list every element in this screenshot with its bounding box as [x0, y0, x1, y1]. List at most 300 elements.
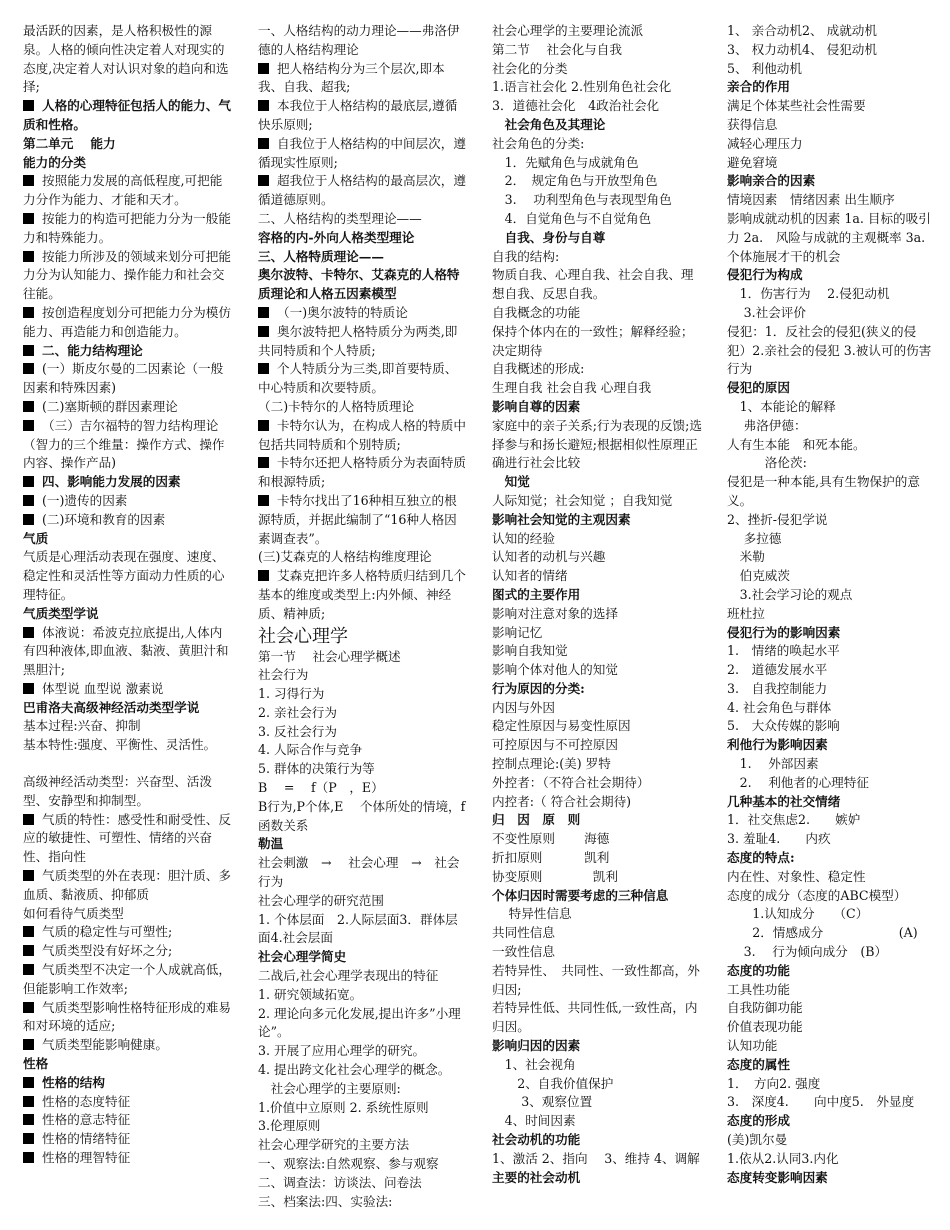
line-text: (二)塞斯顿的群因素理论 [42, 398, 178, 414]
text-line [492, 379, 702, 398]
line-text: 按照能力发展的高低程度,可把能力分作为能力、才能和天才。 [23, 173, 223, 208]
line-text: 影响自尊的因素 [492, 398, 581, 414]
text-line [23, 961, 233, 999]
text-line [492, 567, 702, 586]
line-text: 3. 行为倾向成分 (B） [727, 944, 888, 960]
text-line [492, 191, 702, 210]
line-text: 卡特尔认为，在构成人格的特质中包括共同特质和个别特质; [258, 417, 466, 452]
text-line [23, 304, 233, 342]
text-line [492, 811, 702, 830]
line-text: 社会行为 [258, 667, 309, 683]
line-text: 3.社会评价 [727, 304, 806, 320]
text-line [727, 548, 932, 567]
text-line [492, 1150, 702, 1169]
line-text: 第二节 社会化与自我 [492, 41, 622, 57]
text-line [492, 530, 702, 549]
line-text: 几种基本的社交情绪 [727, 793, 841, 809]
bullet-square-icon [23, 175, 34, 186]
line-text: B = f（P ，E） [258, 780, 384, 796]
column-3 [492, 22, 702, 1187]
text-line [727, 624, 932, 643]
bullet-square-icon [258, 457, 269, 468]
line-text: 2、挫折-侵犯学说 [727, 511, 828, 527]
text-line [258, 986, 468, 1005]
line-text: 二战后,社会心理学表现出的特征 [258, 968, 439, 984]
line-text: 3. 深度4. 向中度5. 外显度 [727, 1094, 915, 1110]
text-line [727, 454, 932, 473]
bullet-square-icon [258, 326, 269, 337]
bullet-square-icon [23, 870, 34, 881]
text-line [492, 266, 702, 304]
line-text: 侵犯的原因 [727, 380, 790, 396]
text-line [258, 492, 468, 548]
line-text: 2． 规定角色与开放型角色 [492, 173, 658, 189]
text-line [727, 699, 932, 718]
line-text: 3. 羞耻4. 内疚 [727, 831, 831, 847]
bullet-square-icon [23, 476, 34, 487]
line-text: 5、 利他动机 [727, 60, 802, 76]
line-text: 减轻心理压力 [727, 135, 803, 151]
text-line [492, 849, 702, 868]
text-line [258, 911, 468, 949]
text-line [492, 586, 702, 605]
line-text: 归 因 原 则 [492, 812, 581, 828]
text-line [727, 830, 932, 849]
line-text: 社会动机的功能 [492, 1132, 581, 1148]
bullet-square-icon [23, 1114, 34, 1125]
line-text: 性格的理智特征 [42, 1150, 131, 1166]
line-text: 家庭中的亲子关系;行为表现的反馈;选择参与和扬长避短;根据相似性原理正确进行社会比较 [492, 417, 702, 471]
text-line [492, 962, 702, 1000]
line-text: 超我位于人格结构的最高层次，遵循道德原则。 [258, 173, 466, 208]
line-text: 1、社会视角 [492, 1056, 576, 1072]
text-line [23, 473, 233, 492]
line-text: 个人特质分为三类,即首要特质、中心特质和次要特质。 [258, 361, 458, 396]
line-text: 知觉 [492, 474, 530, 490]
text-line [23, 717, 233, 736]
line-text: 3.伦理原则 [258, 1118, 321, 1134]
line-text: 影响对注意对象的选择 [492, 605, 618, 621]
text-line [492, 473, 702, 492]
line-text: 社会心理学的研究范围 [258, 892, 384, 908]
line-text: 认知功能 [727, 1038, 778, 1054]
text-line [727, 905, 932, 924]
line-text: 气质类型没有好坏之分; [42, 943, 173, 959]
line-text: 按能力的构造可把能力分为一般能力和特殊能力。 [23, 210, 231, 245]
line-text: 社会化的分类 [492, 60, 568, 76]
text-line [727, 379, 932, 398]
line-text: 性格的意志特征 [42, 1112, 131, 1128]
line-text: 一致性信息 [492, 944, 555, 960]
line-text: 自我概念的功能 [492, 304, 581, 320]
line-text: 气质是心理活动表现在强度、速度、稳定性和灵活性等方面动力性质的心理特征。 [23, 549, 225, 602]
text-line [258, 323, 468, 361]
line-text: 认知者的情绪 [492, 568, 568, 584]
text-line [23, 210, 233, 248]
line-text: 气质类型的外在表现：胆汁质、多血质、黏液质、抑郁质 [23, 868, 231, 902]
line-text: 多拉德 [727, 530, 782, 546]
text-line [727, 60, 932, 79]
text-line [492, 172, 702, 191]
line-text: 二、人格结构的类型理论—— [258, 210, 422, 226]
text-line [258, 22, 468, 60]
text-line [727, 1093, 932, 1112]
text-line [258, 779, 468, 798]
text-line [258, 172, 468, 210]
bullet-square-icon [23, 627, 34, 638]
text-line [258, 398, 468, 417]
column-4 [727, 22, 938, 1187]
line-text: 满足个体某些社会性需要 [727, 98, 866, 114]
bullet-square-icon [23, 345, 34, 356]
bullet-square-icon [23, 683, 34, 694]
line-text: 保持个体内在的一致性；解释经验；决定期待 [492, 323, 694, 358]
line-text: 3、 权力动机4、 侵犯动机 [727, 41, 877, 57]
line-text: 1.语言社会化 2.性别角色社会化 [492, 79, 672, 95]
text-line [258, 1005, 468, 1043]
line-text: 性格的情绪特征 [42, 1131, 131, 1147]
text-line [492, 1056, 702, 1075]
text-line [23, 398, 233, 417]
text-line [492, 887, 702, 906]
text-line [492, 304, 702, 323]
line-text: 1. 情绪的唤起水平 [727, 643, 840, 659]
line-text: (一）斯皮尔曼的二因素论（一般因素和特殊因素) [23, 361, 224, 396]
line-text: 社会心理学的主要理论流派 [492, 23, 644, 38]
bullet-square-icon [23, 251, 34, 262]
line-text: 基本特性:强度、平衡性、灵活性。 [23, 737, 217, 753]
line-text: 班杜拉 [727, 605, 765, 621]
line-text: 避免窘境 [727, 154, 778, 170]
line-text: 基本过程:兴奋、抑制 [23, 718, 141, 734]
text-line [727, 398, 932, 417]
line-text: （二)卡特尔的人格特质理论 [258, 398, 415, 414]
line-text: 个体归因时需要考虑的三种信息 [492, 887, 669, 903]
line-text: 3．道德社会化 4政治社会化 [492, 98, 660, 114]
text-line [492, 116, 702, 135]
line-text: 社会心理学简史 [258, 949, 347, 965]
line-text: 四、影响能力发展的因素 [42, 474, 181, 490]
text-line [727, 642, 932, 661]
line-text: 体型说 血型说 激素说 [42, 680, 164, 696]
line-text: 体液说：希波克拉底提出,人体内有四种液体,即血液、黏液、黄胆汁和黑胆汁; [23, 624, 229, 678]
text-line [258, 892, 468, 911]
line-text: 奥尔波特把人格特质分为两类,即共同特质和个人特质; [258, 323, 458, 358]
text-line [23, 773, 233, 811]
line-text: 卡特尔找出了16种相互独立的根源特质，并据此编制了“16种人格因素调查表”。 [258, 492, 457, 546]
line-text: （一)奥尔波特的特质论 [277, 304, 408, 320]
text-line [258, 360, 468, 398]
line-text: （三）吉尔福特的智力结构理论（智力的三个维量：操作方式、操作内容、操作产品) [23, 417, 225, 471]
text-line [258, 567, 468, 623]
line-text: (美)凯尔曼 [727, 1132, 788, 1148]
line-text: 1. 外部因素 [727, 756, 819, 772]
text-line [492, 999, 702, 1037]
text-line [492, 793, 702, 812]
line-text: 奥尔波特、卡特尔、艾森克的人格特质理论和人格五因素模型 [258, 267, 460, 302]
text-line [492, 511, 702, 530]
line-text: 侵犯行为的影响因素 [727, 624, 841, 640]
text-line [23, 1111, 233, 1130]
text-line [23, 97, 233, 135]
line-text: 4．自觉角色与不自觉角色 [492, 210, 652, 226]
line-text: 内控者:（ 符合社会期待) [492, 793, 632, 809]
line-text: 行为原因的分类: [492, 680, 585, 696]
line-text: 1．先赋角色与成就角色 [492, 154, 639, 170]
text-line [258, 1080, 468, 1099]
text-line [492, 229, 702, 248]
text-line [492, 248, 702, 267]
text-line [727, 962, 932, 981]
line-text: 3.社会学习论的观点 [727, 586, 853, 602]
text-line [492, 1037, 702, 1056]
text-line [727, 417, 932, 436]
line-text: (一)遗传的因素 [42, 492, 128, 508]
line-text: 米勒 [727, 549, 765, 565]
line-text: 第一节 社会心理学概述 [258, 648, 401, 664]
text-line [492, 360, 702, 379]
line-text: 自我、身份与自尊 [492, 229, 606, 245]
text-line [727, 530, 932, 549]
line-text: 生理自我 社会自我 心理自我 [492, 380, 652, 396]
text-line [492, 1169, 702, 1188]
line-text: 3、观察位置 [492, 1094, 593, 1110]
line-text: 性格 [23, 1056, 49, 1072]
text-line [492, 154, 702, 173]
text-line [727, 717, 932, 736]
line-text: 2. 利他者的心理特征 [727, 774, 869, 790]
column-2 [258, 22, 478, 1211]
line-text: 三、人格特质理论—— [258, 248, 384, 264]
text-line [23, 22, 233, 97]
line-text: 影响亲合的因素 [727, 173, 816, 189]
line-text: 二、调查法：访谈法、问卷法 [258, 1174, 422, 1190]
line-text: 气质类型不决定一个人成就高低，但能影响工作效率; [23, 962, 231, 996]
bullet-square-icon [258, 420, 269, 431]
line-text: 情境因素 情绪因素 出生顺序 [727, 192, 895, 208]
text-line [258, 967, 468, 986]
bullet-square-icon [258, 100, 269, 111]
text-line [727, 868, 932, 887]
text-line [258, 229, 468, 248]
line-text: 人有生本能 和死本能。 [727, 436, 866, 452]
text-line [258, 666, 468, 685]
bullet-square-icon [23, 964, 34, 975]
text-line [258, 1136, 468, 1155]
text-line [727, 567, 932, 586]
text-line [258, 741, 468, 760]
line-text: 1. 习得行为 [258, 686, 325, 702]
line-text: 控制点理论:(美) 罗特 [492, 756, 611, 772]
text-line [23, 154, 233, 173]
text-line [492, 830, 702, 849]
line-text: 利他行为影响因素 [727, 737, 828, 753]
line-text: 1．社交焦虑2. 嫉妒 [727, 812, 861, 828]
bullet-square-icon [258, 570, 269, 581]
line-text: 获得信息 [727, 116, 778, 132]
bullet-square-icon [23, 307, 34, 318]
text-line [727, 943, 932, 962]
bullet-square-icon [23, 420, 34, 431]
text-line [258, 417, 468, 455]
text-line [492, 1093, 702, 1112]
line-text: 三、档案法:四、实验法: [258, 1193, 393, 1209]
text-line [492, 1112, 702, 1131]
line-text: 影响个体对他人的知觉 [492, 662, 618, 678]
line-text: 影响社会知觉的主观因素 [492, 511, 631, 527]
text-line [258, 97, 468, 135]
text-line [727, 1075, 932, 1094]
text-line [492, 60, 702, 79]
text-line [492, 943, 702, 962]
line-text: 如何看待气质类型 [23, 905, 124, 921]
text-line [492, 135, 702, 154]
line-text: 艾森克把许多人格特质归结到几个基本的维度或类型上:内外倾、神经质、精神质; [258, 568, 466, 621]
text-line [727, 436, 932, 455]
bullet-square-icon [258, 307, 269, 318]
text-line [23, 530, 233, 549]
line-text: 态度的特点: [727, 850, 795, 866]
text-line [492, 680, 702, 699]
text-line [492, 868, 702, 887]
text-line [258, 854, 468, 892]
text-line [492, 417, 702, 473]
bullet-square-icon [23, 1077, 34, 1088]
text-line [727, 22, 932, 41]
text-line [492, 755, 702, 774]
text-line [727, 116, 932, 135]
text-line [727, 661, 932, 680]
bullet-square-icon [23, 926, 34, 937]
text-line [492, 605, 702, 624]
line-text: 侵犯：1．反社会的侵犯(狭义的侵犯）2.亲社会的侵犯 3.被认可的伤害行为 [727, 323, 932, 377]
text-line [23, 1074, 233, 1093]
line-text: 容格的内-外向人格类型理论 [258, 229, 415, 245]
text-line [727, 1056, 932, 1075]
text-line [727, 1131, 932, 1150]
bullet-square-icon [258, 363, 269, 374]
text-line [23, 923, 233, 942]
text-line [727, 924, 932, 943]
text-line [727, 774, 932, 793]
text-line [727, 605, 932, 624]
text-line [23, 811, 233, 867]
text-line [727, 811, 932, 830]
line-text: 2. 理论向多元化发展,提出许多”小理论”。 [258, 1005, 461, 1040]
text-line [258, 266, 468, 304]
text-line [23, 624, 233, 680]
line-text: (三)艾森克的人格结构维度理论 [258, 549, 432, 565]
line-text: 把人格结构分为三个层次,即本我、自我、超我; [258, 60, 445, 95]
text-line [727, 78, 932, 97]
line-text: (二)环境和教育的因素 [42, 511, 166, 527]
text-line [23, 736, 233, 755]
text-line [727, 1018, 932, 1037]
text-line [492, 717, 702, 736]
text-line [727, 210, 938, 266]
text-line [492, 1075, 702, 1094]
text-line [23, 942, 233, 961]
line-text: 影响记忆 [492, 624, 543, 640]
text-line [258, 210, 468, 229]
line-text: 一、观察法:自然观察、参与观察 [258, 1156, 439, 1172]
line-text: 社会心理学研究的主要方法 [258, 1137, 410, 1153]
text-line [258, 304, 468, 323]
line-text: 自我概述的形成: [492, 361, 585, 377]
line-text: 内在性、对象性、稳定性 [727, 868, 866, 884]
line-text: 若特异性、 共同性、一致性都高，外归因; [492, 962, 700, 997]
line-text: 按能力所涉及的领域来划分可把能力分为认知能力、操作能力和社会交往能。 [23, 248, 231, 302]
text-line [23, 548, 233, 604]
line-text: 自我的结构: [492, 248, 560, 264]
line-text: 稳定性原因与易变性原因 [492, 718, 631, 734]
line-text: 人际知觉；社会知觉 ；自我知觉 [492, 492, 673, 508]
text-line [23, 1130, 233, 1149]
line-text: 侵犯是一种本能,具有生物保护的意义。 [727, 474, 920, 508]
line-text: 最活跃的因素，是人格积极性的源泉。人格的倾向性决定着人对现实的态度,决定着人对认识对象的趋向和选择; [23, 23, 229, 95]
text-line [492, 78, 702, 97]
line-text: 外控者：（不符合社会期待） [492, 774, 650, 790]
line-text: 2. 亲社会行为 [258, 704, 337, 720]
text-line [23, 248, 233, 304]
text-line [727, 1037, 932, 1056]
line-text: 人格的心理特征包括人的能力、气质和性格。 [23, 98, 231, 132]
text-line [258, 948, 468, 967]
bullet-square-icon [23, 945, 34, 956]
line-text: 气质的特性：感受性和耐受性、反应的敏捷性、可塑性、情绪的兴奋性、指向性 [23, 811, 231, 865]
text-line [492, 398, 702, 417]
line-text: 可控原因与不可控原因 [492, 737, 618, 753]
line-text: 态度的功能 [727, 962, 790, 978]
line-text: 3. 反社会行为 [258, 723, 337, 739]
bullet-square-icon [23, 213, 34, 224]
text-line [492, 1131, 702, 1150]
text-line [492, 699, 702, 718]
line-text: 1.依从2.认同3.内化 [727, 1150, 839, 1166]
line-text: 洛伦茨: [727, 455, 807, 471]
text-line [23, 1093, 233, 1112]
text-line [258, 1117, 468, 1136]
line-text: 工具性功能 [727, 981, 790, 997]
line-text: 伯克威茨 [727, 568, 790, 584]
text-line [727, 1169, 932, 1188]
line-text: 一、人格结构的动力理论——弗洛伊德的人格结构理论 [258, 23, 460, 57]
text-line [23, 699, 233, 718]
line-text: 图式的主要作用 [492, 586, 581, 602]
line-text: 1. 个体层面 2.人际层面3．群体层面4.社会层面 [258, 911, 458, 946]
bullet-square-icon [23, 401, 34, 412]
line-text: 4. 社会角色与群体 [727, 699, 832, 715]
text-line [727, 849, 932, 868]
line-text: 2. 道德发展水平 [727, 662, 828, 678]
line-text: 社会心理学 [258, 625, 348, 646]
line-text: 能力的分类 [23, 154, 86, 170]
text-line [258, 648, 468, 667]
text-line [492, 661, 702, 680]
line-text: 1.价值中立原则 2. 系统性原则 [258, 1099, 429, 1115]
text-line [727, 680, 932, 699]
text-line [727, 1150, 932, 1169]
bullet-square-icon [23, 1096, 34, 1107]
text-line [23, 680, 233, 699]
column-1 [23, 22, 233, 1168]
text-line [727, 285, 932, 304]
line-text: 气质类型影响性格特征形成的难易和对环境的适应; [23, 999, 231, 1034]
line-text: 本我位于人格结构的最底层,遵循快乐原则; [258, 98, 458, 132]
line-text: 态度转变影响因素 [727, 1169, 828, 1185]
text-line [258, 1099, 468, 1118]
section-heading [258, 624, 468, 648]
